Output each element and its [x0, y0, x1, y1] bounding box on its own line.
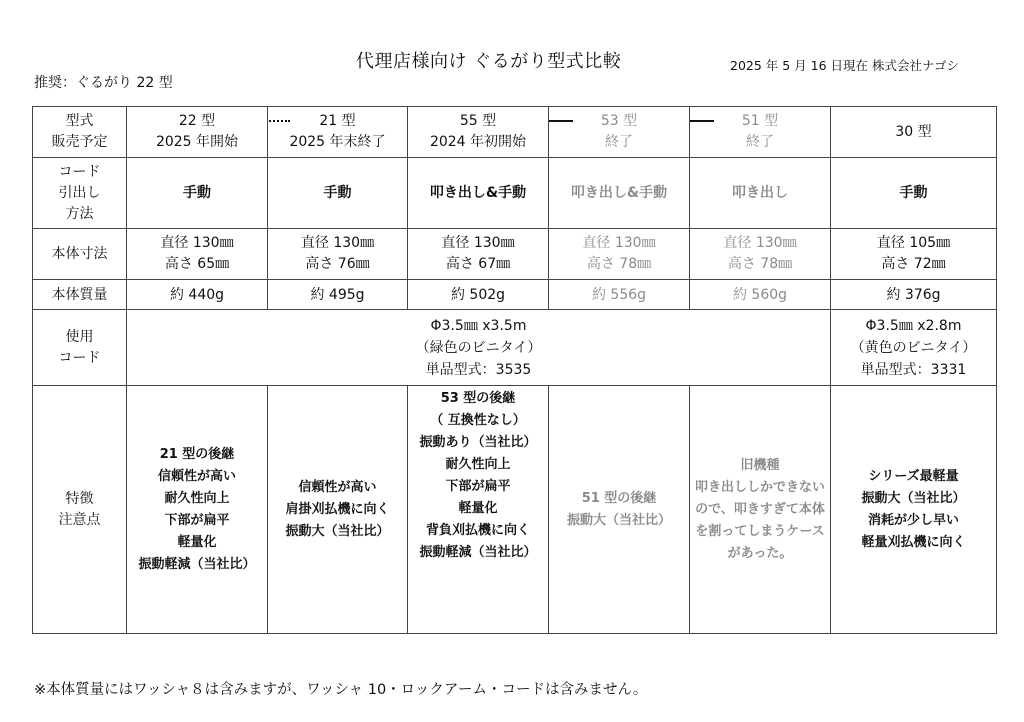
cord-used-30: Φ3.5㎜ x2.8m （黄色のビニタイ） 単品型式：3331 — [831, 310, 997, 386]
model-name: 55 型 — [459, 113, 497, 129]
weight-value: 約 495g — [268, 280, 408, 310]
model-name: 53 型 — [600, 113, 638, 129]
model-22 — [127, 107, 268, 158]
row-features — [33, 386, 997, 634]
cord-used-main: Φ3.5㎜ x3.5m （緑色のビニタイ） 単品型式：3535 — [127, 310, 831, 386]
successor-arrow-icon — [690, 120, 715, 122]
model-name: 30 型 — [895, 123, 932, 140]
row-weight — [33, 280, 997, 310]
cord-method-value: 手動 — [127, 158, 268, 229]
document-date: 2025 年 5 月 16 日現在 株式会社ナゴシ — [730, 58, 960, 73]
weight-value: 約 440g — [127, 280, 268, 310]
row-size — [33, 229, 997, 280]
label-cord-used: 使用 コード — [33, 310, 127, 386]
features-22: 21 型の後継 信頼性が高い 耐久性向上 下部が扁平 軽量化 振動軽減（当社比） — [127, 386, 268, 634]
model-sale: 終了 — [746, 134, 774, 150]
label-size: 本体寸法 — [33, 229, 127, 280]
cord-method-value: 叩き出し&手動 — [549, 158, 690, 229]
features-55: 53 型の後継 （ 互換性なし） 振動あり（当社比） 耐久性向上 下部が扁平 軽量化 背負刈払機に向く 振動軽減（当社比） — [408, 386, 549, 634]
comparison-table — [32, 106, 997, 634]
features-30: シリーズ最軽量 振動大（当社比） 消耗が少し早い 軽量刈払機に向く — [831, 386, 997, 634]
model-53 — [549, 107, 690, 158]
size-value: 直径 130㎜ 高さ 76㎜ — [268, 229, 408, 280]
model-sale: 終了 — [605, 134, 633, 150]
weight-value: 約 376g — [831, 280, 997, 310]
features-53: 51 型の後継 振動大（当社比） — [549, 386, 690, 634]
recommendation: 推奨：ぐるがり 22 型 — [34, 75, 173, 91]
model-51 — [690, 107, 831, 158]
footnote: ※本体質量にはワッシャ８は含みますが、ワッシャ 10・ロックアーム・コードは含みません。 — [34, 682, 648, 698]
successor-arrow-icon — [268, 120, 291, 122]
size-value: 直径 105㎜ 高さ 72㎜ — [831, 229, 997, 280]
label-model: 型式 販売予定 — [33, 107, 127, 158]
model-name: 21 型 — [319, 113, 356, 129]
model-name: 51 型 — [741, 113, 779, 129]
features-51: 旧機種 叩き出ししかできないので、叩きすぎて本体を割ってしまうケースがあった。 — [690, 386, 831, 634]
label-weight: 本体質量 — [33, 280, 127, 310]
model-sale: 2024 年初開始 — [429, 134, 527, 150]
weight-value: 約 556g — [549, 280, 690, 310]
cord-method-value: 叩き出し&手動 — [408, 158, 549, 229]
size-value: 直径 130㎜ 高さ 65㎜ — [127, 229, 268, 280]
model-30 — [831, 107, 997, 158]
cord-method-value: 手動 — [831, 158, 997, 229]
successor-arrow-icon — [549, 120, 574, 122]
weight-value: 約 560g — [690, 280, 831, 310]
cord-method-value: 手動 — [268, 158, 408, 229]
size-value: 直径 130㎜ 高さ 78㎜ — [549, 229, 690, 280]
label-features: 特徴 注意点 — [33, 386, 127, 634]
model-55 — [408, 107, 549, 158]
model-sale: 2025 年開始 — [155, 134, 239, 150]
label-cord-method: コード 引出し 方法 — [33, 158, 127, 229]
row-cord-used — [33, 310, 997, 386]
model-sale: 2025 年末終了 — [289, 134, 386, 150]
row-model — [33, 107, 997, 158]
model-name: 22 型 — [178, 113, 216, 129]
weight-value: 約 502g — [408, 280, 549, 310]
size-value: 直径 130㎜ 高さ 78㎜ — [690, 229, 831, 280]
model-21 — [268, 107, 408, 158]
features-21: 信頼性が高い 肩掛刈払機に向く 振動大（当社比） — [268, 386, 408, 634]
document-title: 代理店様向け ぐるがり型式比較 — [356, 51, 622, 72]
cord-method-value: 叩き出し — [690, 158, 831, 229]
size-value: 直径 130㎜ 高さ 67㎜ — [408, 229, 549, 280]
row-cord-method — [33, 158, 997, 229]
